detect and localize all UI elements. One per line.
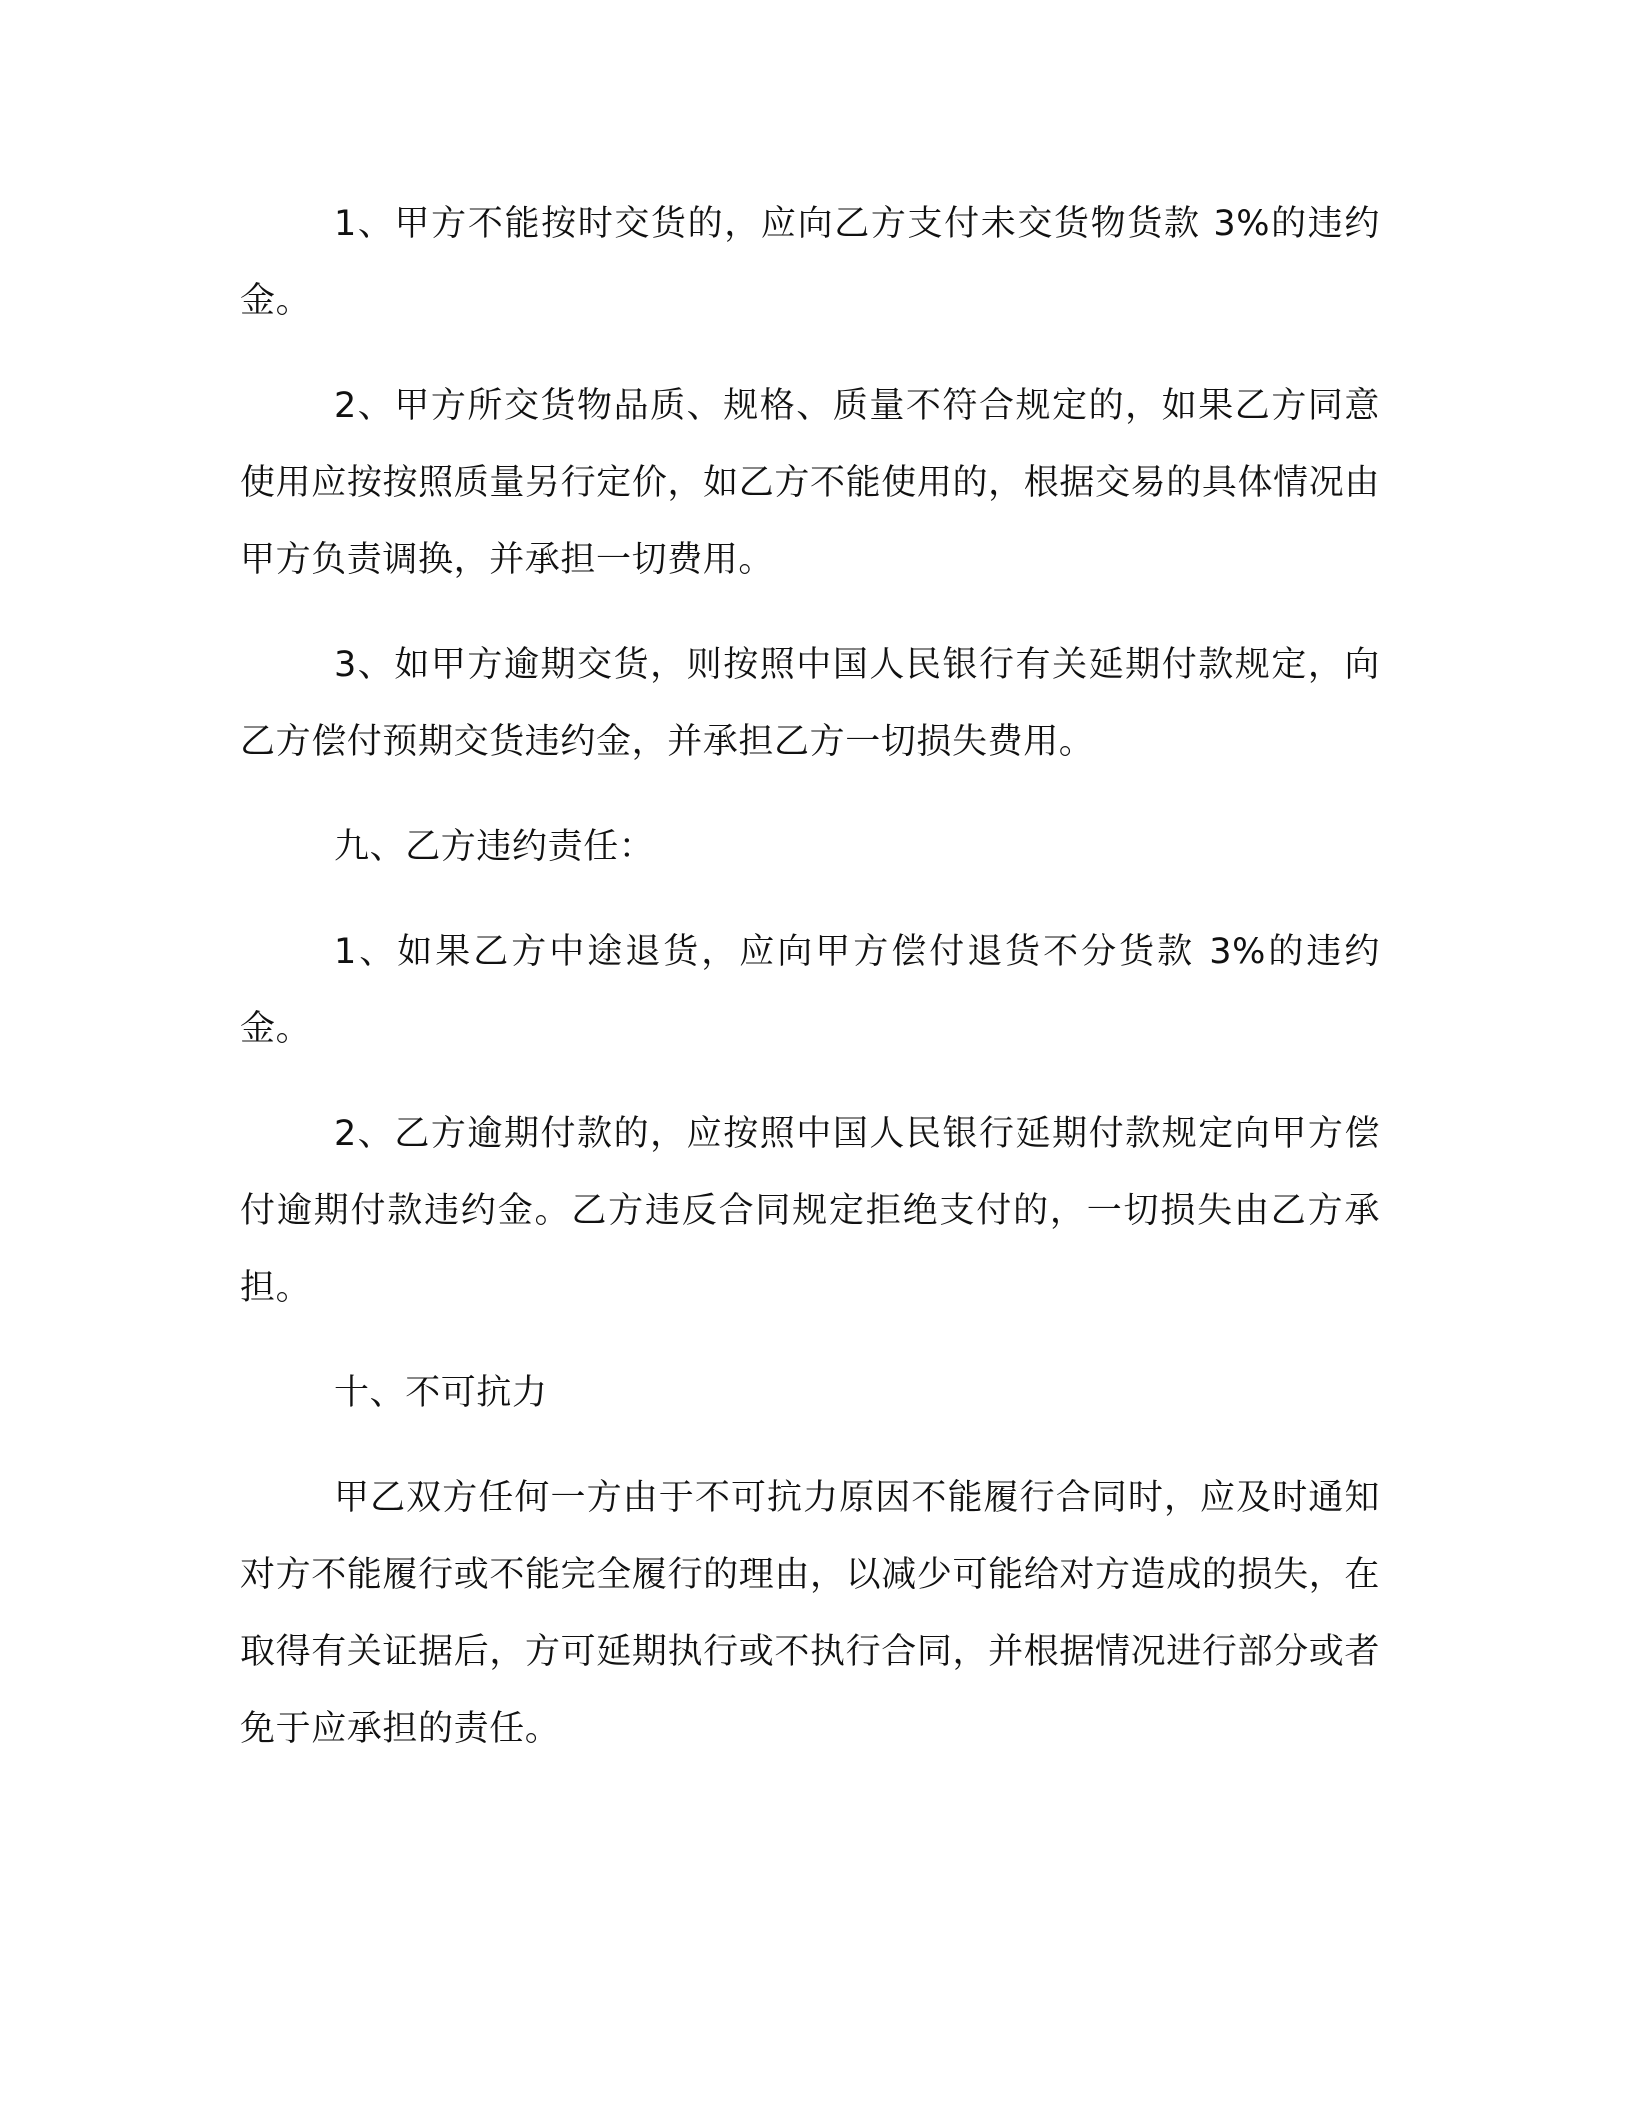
paragraph-party-b-late-payment: 2、乙方逾期付款的，应按照中国人民银行延期付款规定向甲方偿付逾期付款违约金。乙方违反合同规定拒绝支付的，一切损失由乙方承担。 [240,1114,1380,1308]
paragraph-party-b-return-goods: 1、如果乙方中途退货，应向甲方偿付退货不分货款 3%的违约金。 [240,932,1380,1049]
paragraph-party-a-overdue-delivery: 3、如甲方逾期交货，则按照中国人民银行有关延期付款规定，向乙方偿付预期交货违约金，并承担乙方一切损失费用。 [240,645,1380,762]
paragraph-force-majeure-terms: 甲乙双方任何一方由于不可抗力原因不能履行合同时，应及时通知对方不能履行或不能完全履行的理由，以减少可能给对方造成的损失，在取得有关证据后，方可延期执行或不执行合同，并根据情况进行部分或者免于应承担的责任。 [240,1478,1380,1749]
document-body [240,186,1380,1796]
paragraph-party-a-quality-nonconformance: 2、甲方所交货物品质、规格、质量不符合规定的，如果乙方同意使用应按按照质量另行定价，如乙方不能使用的，根据交易的具体情况由甲方负责调换，并承担一切费用。 [240,386,1380,580]
section-heading-party-b-liability: 九、乙方违约责任： [334,827,655,867]
paragraph-party-a-late-delivery: 1、甲方不能按时交货的，应向乙方支付未交货物货款 3%的违约金。 [240,204,1380,321]
section-heading-force-majeure: 十、不可抗力 [334,1373,548,1413]
